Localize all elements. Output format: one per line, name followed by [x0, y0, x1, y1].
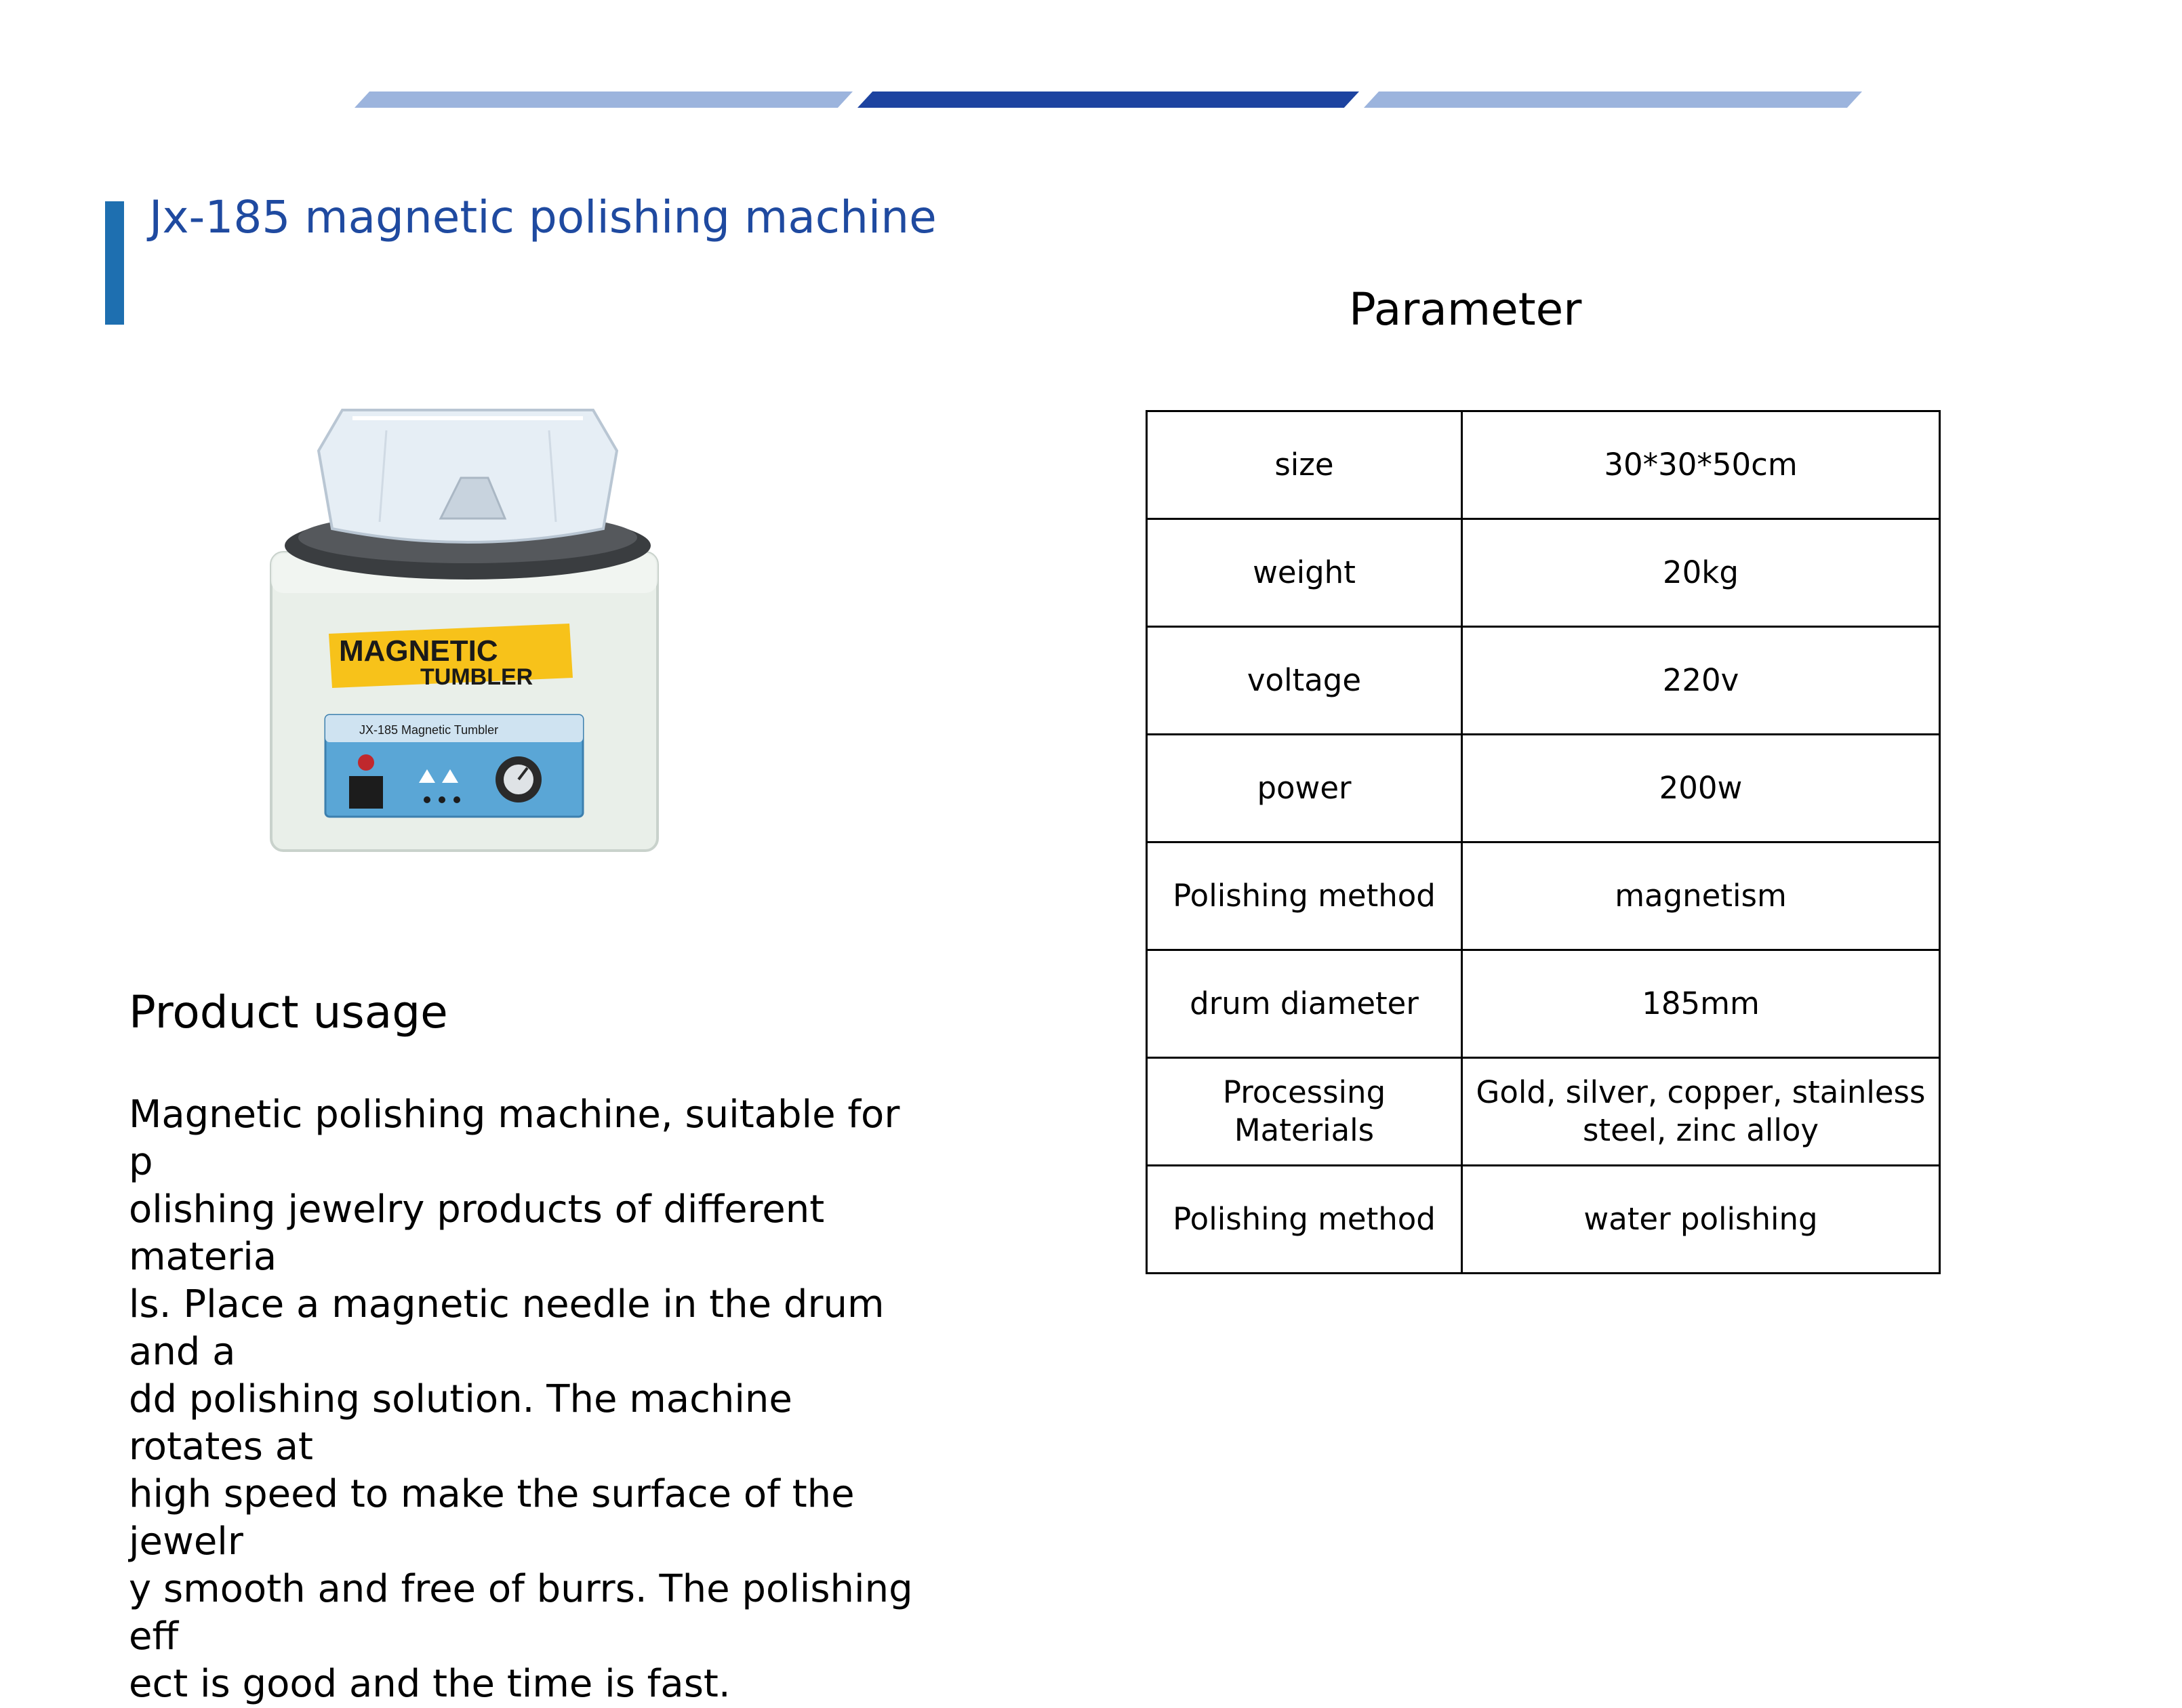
param-key: Polishing method — [1147, 1166, 1462, 1274]
table-row — [1147, 950, 1940, 1058]
param-value: 30*30*50cm — [1462, 411, 1940, 519]
param-key: voltage — [1147, 627, 1462, 735]
control-panel — [325, 715, 583, 817]
param-key: power — [1147, 735, 1462, 842]
drum — [319, 410, 617, 542]
svg-text:MAGNETIC: MAGNETIC — [339, 634, 498, 668]
param-value: Gold, silver, copper, stainless steel, zinc alloy — [1462, 1058, 1940, 1166]
param-key: weight — [1147, 519, 1462, 627]
usage-description: Magnetic polishing machine, suitable for p olishing jewelry products of different materia ls. Place a magnetic needle in the drum and a dd polishing solution. The machine rotates at high speed to make the surface of the jewelr y smooth and free of burrs. The polishing eff ect is good and the time is fast. — [129, 1093, 913, 1706]
param-key: Processing Materials — [1147, 1058, 1462, 1166]
svg-text:TUMBLER: TUMBLER — [420, 664, 533, 690]
param-value: 185mm — [1462, 950, 1940, 1058]
top-bar-left — [355, 92, 853, 108]
param-key: size — [1147, 411, 1462, 519]
page-title: Jx-185 magnetic polishing machine — [149, 191, 937, 243]
svg-text:JX-185 Magnetic Tumbler: JX-185 Magnetic Tumbler — [359, 723, 499, 737]
table-row — [1147, 735, 1940, 842]
param-value: magnetism — [1462, 842, 1940, 950]
table-row — [1147, 519, 1940, 627]
param-key: Polishing method — [1147, 842, 1462, 950]
table-row — [1147, 1058, 1940, 1166]
table-row — [1147, 627, 1940, 735]
param-value: 220v — [1462, 627, 1940, 735]
param-value: water polishing — [1462, 1166, 1940, 1274]
table-row — [1147, 1166, 1940, 1274]
param-value: 20kg — [1462, 519, 1940, 627]
parameter-table — [1146, 410, 1941, 1274]
product-image — [264, 376, 678, 878]
parameter-heading: Parameter — [1349, 283, 1582, 336]
param-key: drum diameter — [1147, 950, 1462, 1058]
param-value: 200w — [1462, 735, 1940, 842]
usage-heading: Product usage — [129, 986, 448, 1038]
table-row — [1147, 842, 1940, 950]
table-row — [1147, 411, 1940, 519]
top-bar-right — [1364, 92, 1862, 108]
title-marker — [105, 201, 124, 325]
top-bar-center — [857, 92, 1359, 108]
